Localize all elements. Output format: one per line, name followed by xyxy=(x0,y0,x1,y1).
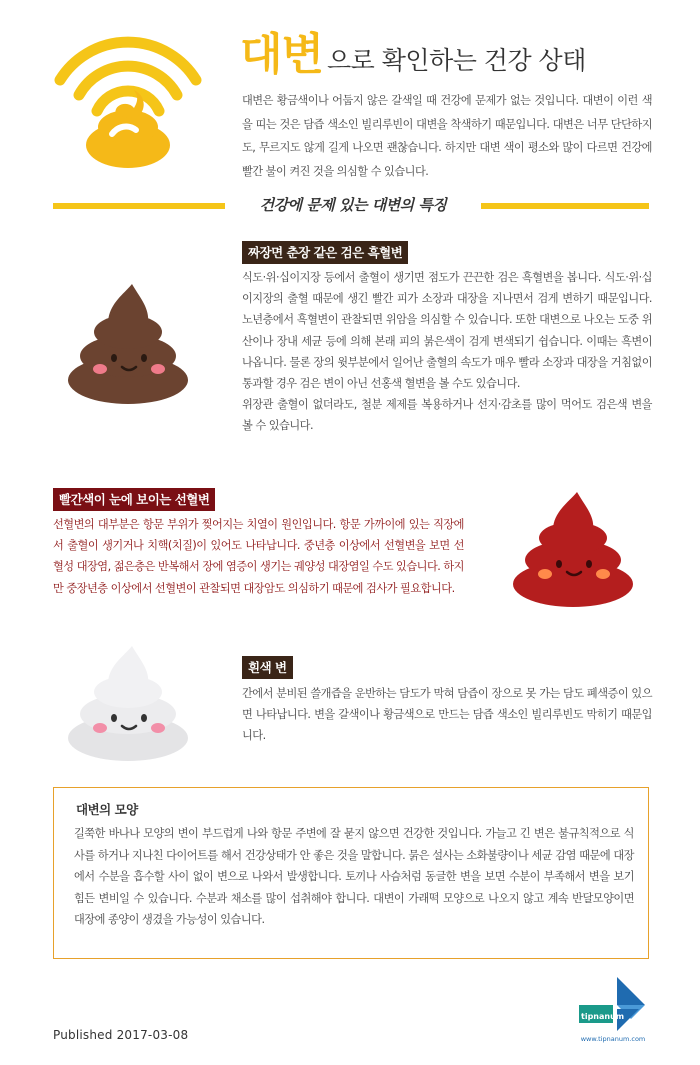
box-text: 길쭉한 바나나 모양의 변이 부드럽게 나와 항문 주변에 잘 묻지 않으면 건강한 것입니다. 가늘고 긴 변은 불규칙적으로 식사를 하거나 지나친 다이어트를 해서 건강상태가 안 좋은 것을 말합니다. 묽은 설사는 소화불량이나 세균 감염 때문에 대장에서 수분을 흡수할 사이 없이 변으로 나와서 발생합니다. 토끼나 사슴처럼 동글한 변을 보면 수분이 부족해서 변을 보기 힘든 변비일 수 있습니다. 수분과 채소를 많이 섭취해야 합니다. 대변이 가래떡 모양으로 나오지 않고 계속 반달모양이면 대장에 종양이 생겼을 가능성이 있습니다. xyxy=(74,827,634,927)
title-rest: 으로 확인하는 건강 상태 xyxy=(327,46,586,75)
golden-poop-signal-icon xyxy=(52,18,204,178)
brown-poop-icon xyxy=(64,280,192,406)
intro-paragraph: 대변은 황금색이나 어둡지 않은 갈색일 때 건강에 문제가 없는 것입니다. 대변이 이런 색을 띠는 것은 담즙 색소인 빌리루빈이 대변을 착색하기 때문입니다. 대변은 너무 단단하지도, 무르지도 않게 길게 나오면 괜찮습니다. 하지만 대변 색이 평소와 많이 다르면 건강에 빨간 불이 켜진 것을 의심할 수 있습니다. xyxy=(242,94,652,178)
paragraph: 선혈변의 대부분은 항문 부위가 찢어지는 치열이 원인입니다. 항문 가까이에 있는 직장에서 출혈이 생기거나 치핵(치질)이 있어도 나타납니다. 중년층 이상에서 선혈변을 보면 선혈성 대장염, 젊은층은 반복해서 장에 염증이 생기는 궤양성 대장염일 수도 있습니다. 하지만 중장년층 이상에서 선혈변이 관찰되면 대장암도 의심하기 때문에 검사가 필요합니다. xyxy=(53,518,464,595)
section-text-white-stool xyxy=(242,683,652,747)
label-white-stool: 흰색 변 xyxy=(242,656,293,679)
section-label-white-stool xyxy=(242,656,293,679)
title-accent: 대변 xyxy=(240,29,324,80)
red-poop-icon xyxy=(509,490,637,608)
label-red-stool: 빨간색이 눈에 보이는 선혈변 xyxy=(53,488,215,511)
paragraph: 위장관 출혈이 없더라도, 철분 제제를 복용하거나 선지·감초를 많이 먹어도 검은색 변을 볼 수 있습니다. xyxy=(242,398,652,433)
page-title xyxy=(240,18,586,82)
box-title: 대변의 모양 xyxy=(76,802,138,817)
divider-bar-left xyxy=(53,203,225,209)
section-label-red-stool xyxy=(53,488,215,511)
divider-bar-right xyxy=(481,203,649,209)
white-poop-icon xyxy=(64,644,192,762)
published-date: Published 2017-03-08 xyxy=(53,1028,189,1042)
tipnanum-brand-text: tipnanum xyxy=(581,1012,625,1021)
stool-shape-box xyxy=(53,787,649,959)
tipnanum-url: www.tipnanum.com xyxy=(580,1035,646,1043)
section-label-black-stool xyxy=(242,241,408,264)
label-black-stool: 짜장면 춘장 같은 검은 흑혈변 xyxy=(242,241,408,264)
paragraph: 간에서 분비된 쓸개즙을 운반하는 담도가 막혀 담즙이 장으로 못 가는 담도 폐색증이 있으면 나타납니다. 변을 갈색이나 황금색으로 만드는 담즙 색소인 빌리루빈도 막히기 때문입니다. xyxy=(242,687,652,743)
section-text-red-stool xyxy=(53,514,464,599)
section-text-black-stool xyxy=(242,267,652,437)
paragraph: 식도·위·십이지장 등에서 출혈이 생기면 점도가 끈끈한 검은 흑혈변을 봅니다. 식도·위·십이지장의 출혈 때문에 생긴 빨간 피가 소장과 대장을 지나면서 검게 변하기 때문입니다. 노년층에서 흑혈변이 관찰되면 위암을 의심할 수 있습니다. 또한 대변으로 나오는 도중 위산이나 장내 세균 등에 의해 본래 피의 붉은색이 검게 변색되기 쉽습니다. 이때는 흑변이 나옵니다. 물론 장의 윗부분에서 일어난 출혈의 속도가 매우 빨라 소장과 대장을 거침없이 통과할 경우 검은 변이 아닌 선홍색 혈변을 볼 수도 있습니다. xyxy=(242,271,652,391)
section-divider xyxy=(53,192,649,220)
section-heading: 건강에 문제 있는 대변의 특징 xyxy=(259,196,447,214)
